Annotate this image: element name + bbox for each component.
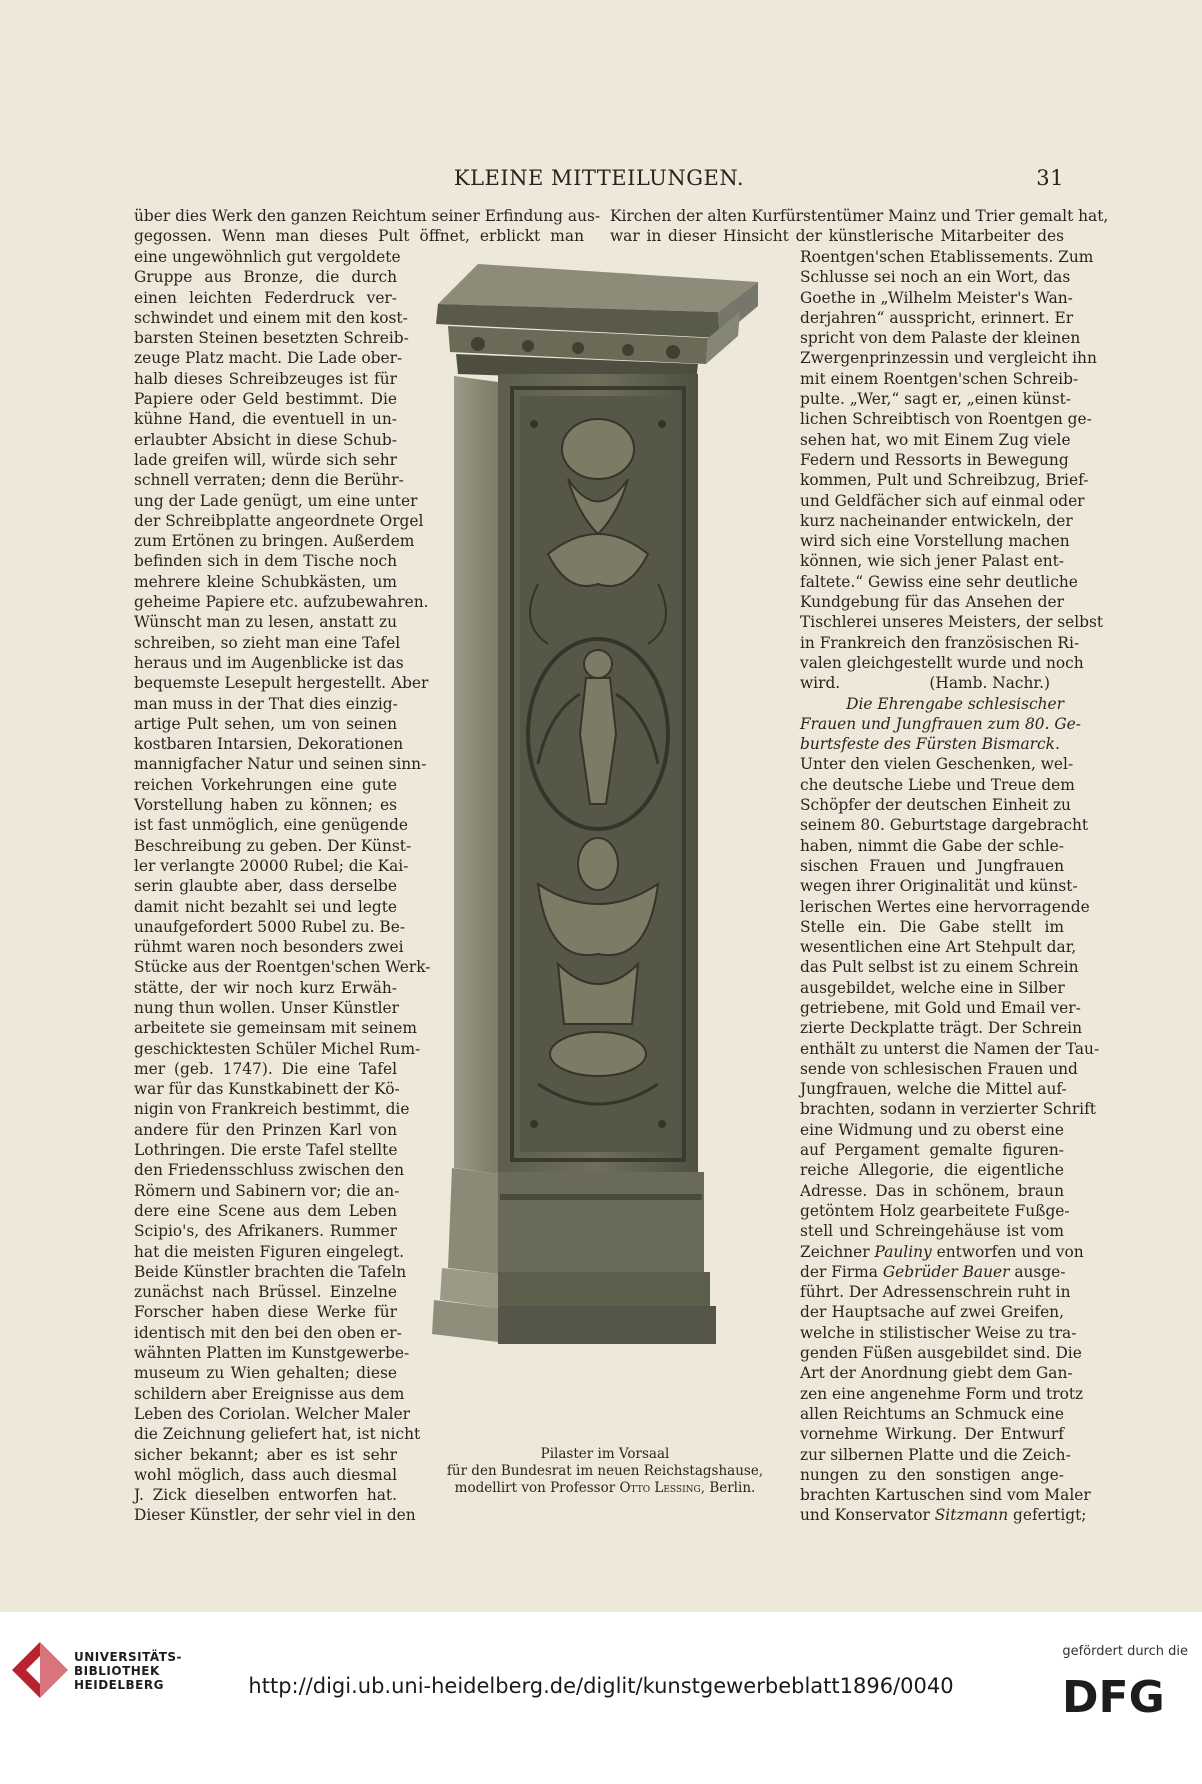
text-line: zierte Deckplatte trägt. Der Schrein [800,1019,1083,1038]
text-line: Beide Künstler brachten die Tafeln [134,1262,407,1281]
text-line: vornehme Wirkung. Der Entwurf [800,1425,1064,1444]
text-line: war für das Kunstkabinett der Kö- [134,1080,400,1099]
text-line: rühmt waren noch besonders zwei [134,938,404,957]
text-line: pulte. „Wer,“ sagt er, „einen künst- [800,390,1072,409]
caption-title: Pilaster im Vorsaal [540,1446,670,1462]
caption-credit: modellirt von Professor Otto Lessing, Berlin. [454,1480,756,1496]
person-name: Pauliny [874,1242,932,1261]
text-line: erlaubter Absicht in diese Schub- [134,430,397,449]
citation: (Hamb. Nachr.) [929,674,1050,693]
text-line: nung thun wollen. Unser Künstler [134,998,399,1017]
text-line: Unter den vielen Geschenken, wel- [800,755,1074,774]
text-line: wohl möglich, dass auch diesmal [134,1465,397,1484]
text-line: befinden sich in dem Tische noch [134,552,397,571]
text-line: mehrere kleine Schubkästen, um [134,572,397,591]
text-line: ist fast unmöglich, eine genügende [134,816,409,835]
text-line: geschicktesten Schüler Michel Rum- [134,1039,421,1058]
text-line: hat die meisten Figuren eingelegt. [134,1242,405,1261]
text-line: das Pult selbst ist zu einem Schrein [800,958,1079,977]
text-line: zeuge Platz macht. Die Lade ober- [134,349,403,368]
text-line: eine ungewöhnlich gut vergoldete [134,248,401,266]
text-line: wegen ihrer Originalität und künst- [800,877,1078,896]
text-line: welche in stilistischer Weise zu tra- [800,1323,1077,1342]
text-line: schwindet und einem mit den kost- [134,308,408,327]
left-column [134,247,431,1526]
text-line: Leben des Coriolan. Welcher Maler [134,1404,411,1423]
text-line: getöntem Holz gearbeitete Fußge- [800,1201,1070,1220]
text-line: artige Pult sehen, um von seinen [134,714,397,733]
figure-caption [418,1446,792,1497]
text-line: der Schreibplatte angeordnete Orgel [134,511,424,530]
text-line: derjahren“ ausspricht, erinnert. Er [800,308,1074,327]
text-line: mit einem Roentgen'schen Schreib- [800,369,1079,388]
right-column-top [610,206,1109,247]
text-line: der Hauptsache auf zwei Greifen, [800,1303,1064,1322]
text-line: kommen, Pult und Schreibzug, Brief- [800,471,1089,490]
text-line: haben, nimmt die Gabe der schle- [800,836,1064,855]
funder-name: DFG [1062,1672,1165,1716]
library-line: UNIVERSITÄTS- [74,1650,183,1664]
text-line: der Firma Gebrüder Bauer ausge- [800,1262,1066,1281]
person-name: Sitzmann [934,1506,1009,1525]
text-line: andere für den Prinzen Karl von [134,1120,397,1139]
text-line: die Zeichnung geliefert hat, ist nicht [134,1425,421,1444]
text-line: Scipio's, des Afrikaners. Rummer [134,1222,397,1241]
text-line: Federn und Ressorts in Bewegung [800,450,1069,469]
text-line: enthält zu unterst die Namen der Tau- [800,1039,1100,1058]
text-line: Goethe in „Wilhelm Meister's Wan- [800,288,1073,307]
footer [0,1612,1202,1784]
person-name: Gebrüder Bauer [882,1262,1010,1281]
text-line: den Friedensschluss zwischen den [134,1161,404,1180]
text-line: getriebene, mit Gold und Email ver- [800,998,1081,1017]
text-line: Stücke aus der Roentgen'schen Werk- [134,958,431,977]
text-line: halb dieses Schreibzeuges ist für [134,369,397,388]
text-line: genden Füßen ausgebildet sind. Die [800,1344,1082,1363]
text-line: barsten Steinen besetzten Schreib- [134,329,409,348]
text-line: schnell verraten; denn die Berühr- [134,471,404,490]
text-line: ung der Lade genügt, um eine unter [134,491,418,510]
text-line: reiche Allegorie, die eigentliche [800,1161,1064,1180]
source-url-link[interactable]: http://digi.ub.uni-heidelberg.de/diglit/kunstgewerbeblatt1896/0040 [248,1674,954,1698]
text-line: Art der Anordnung giebt dem Gan- [800,1364,1073,1383]
text-line: kostbaren Intarsien, Dekorationen [134,735,404,754]
text-line: allen Reichtums an Schmuck eine [800,1404,1065,1423]
text-line: Kundgebung für das Ansehen der [800,593,1064,612]
text-line: Lothringen. Die erste Tafel stellte [134,1141,398,1160]
text-line: seinem 80. Geburtstage dargebracht [800,816,1089,835]
pilaster-illustration [418,264,792,1444]
text-line: sicher bekannt; aber es ist sehr [134,1445,397,1464]
text-line: mer (geb. 1747). Die eine Tafel [134,1059,397,1078]
text-line: Stelle ein. Die Gabe stellt im [800,917,1064,936]
text-line: Zwergenprinzessin und vergleicht ihn [800,349,1097,368]
text-line: lichen Schreibtisch von Roentgen ge- [800,410,1092,429]
text-line: Vorstellung haben zu können; es [134,796,397,815]
text-line: wird sich eine Vorstellung machen [800,532,1070,551]
text-line: wesentlichen eine Art Stehpult dar, [800,938,1077,957]
capital-top [438,264,758,312]
text-line: arbeitete sie gemeinsam mit seinem [134,1019,417,1038]
library-line: BIBLIOTHEK [74,1664,160,1678]
text-line: reichen Vorkehrungen eine gute [134,775,397,794]
text-fragment: wird. [800,674,841,693]
text-line: nungen zu den sonstigen ange- [800,1465,1064,1484]
text-line [800,673,1064,693]
text-line: nigin von Frankreich bestimmt, die [134,1100,410,1119]
text-line: Schöpfer der deutschen Einheit zu [800,796,1071,815]
text-line: wähnten Platten im Kunstgewerbe- [134,1344,410,1363]
text-line: in Frankreich den französischen Ri- [800,633,1080,652]
text-line: Roentgen'schen Etablissements. Zum [800,248,1094,266]
text-line: brachten Kartuschen sind vom Maler [800,1486,1091,1505]
text-line: zen eine angenehme Form und trotz [800,1384,1084,1403]
text-line: valen gleichgestellt wurde und noch [800,653,1084,672]
text-line: brachten, sodann in verzierter Schrift [800,1100,1096,1119]
text-line: zur silbernen Platte und die Zeich- [800,1445,1071,1464]
text-line: auf Pergament gemalte figuren- [800,1141,1064,1160]
section-heading-line: burtsfeste des Fürsten Bismarck. [800,735,1060,754]
text-line: Schlusse sei noch an ein Wort, das [800,268,1071,287]
text-line: identisch mit den bei den oben er- [134,1323,402,1342]
text-line: sende von schlesischen Frauen und [800,1059,1078,1078]
left-column-top [134,206,601,247]
text-line: Tischlerei unseres Meisters, der selbst [800,613,1104,632]
text-line: und Konservator Sitzmann gefertigt; [800,1506,1087,1525]
text-line: eine Widmung und zu oberst eine [800,1120,1064,1139]
library-line: HEIDELBERG [74,1678,164,1692]
text-line: gegossen. Wenn man dieses Pult öffnet, erblickt man [134,227,584,246]
text-line: lerischen Wertes eine hervorragende [800,897,1090,916]
right-column [800,247,1104,1526]
text-line: zum Ertönen zu bringen. Außerdem [134,532,415,551]
text-line: Zeichner Pauliny entworfen und von [800,1242,1084,1261]
text-line: Forscher haben diese Werke für [134,1303,397,1322]
text-line: damit nicht bezahlt sei und legte [134,897,397,916]
text-line: J. Zick dieselben entworfen hat. [134,1486,397,1505]
funding-label: gefördert durch die [1062,1644,1188,1659]
text-line: kurz nacheinander entwickeln, der [800,511,1073,530]
dfg-logo-icon [1062,1672,1188,1716]
text-line: ler verlangte 20000 Rubel; die Kai- [134,856,409,875]
text-line: faltete.“ Gewiss eine sehr deutliche [800,572,1078,591]
text-line: führt. Der Adressenschrein ruht in [800,1283,1071,1302]
section-heading-line: Frauen und Jungfrauen zum 80. Ge- [800,714,1081,733]
caption-location: für den Bundesrat im neuen Reichstagshause, [446,1463,764,1479]
text-line: museum zu Wien gehalten; diese [134,1364,397,1383]
text-line: Beschreibung zu geben. Der Künst- [134,836,412,855]
running-header [134,166,1064,194]
text-line: heraus und im Augenblicke ist das [134,653,404,672]
text-line: schildern aber Ereignisse aus dem [134,1384,405,1403]
text-line: Dieser Künstler, der sehr viel in den [134,1506,416,1525]
text-line: serin glaubte aber, dass derselbe [134,877,397,896]
text-line: war in dieser Hinsicht der künstlerische Mitarbeiter des [610,227,1064,246]
base-side [448,1168,498,1274]
text-line: schreiben, so zieht man eine Tafel [134,633,401,652]
text-line: spricht von dem Palaste der kleinen [800,329,1081,348]
section-heading-line: Die Ehrengabe schlesischer [846,694,1064,713]
text-line: einen leichten Federdruck ver- [134,288,397,307]
artist-name: Otto Lessing [619,1480,701,1496]
text-line: Adresse. Das in schönem, braun [800,1181,1064,1200]
text-line: können, wie sich jener Palast ent- [800,552,1064,571]
text-line: man muss in der That dies einzig- [134,694,398,713]
text-line: stell und Schreingehäuse ist vom [800,1222,1064,1241]
shaft-side [454,376,498,1174]
text-line: unaufgefordert 5000 Rubel zu. Be- [134,917,406,936]
text-line: über dies Werk den ganzen Reichtum seiner Erfindung aus- [134,207,601,225]
text-line: bequemste Lesepult hergestellt. Aber [134,674,429,693]
text-line: sehen hat, wo mit Einem Zug viele [800,430,1071,449]
text-line: kühne Hand, die eventuell in un- [134,410,397,429]
base-front [498,1172,704,1274]
text-line: zunächst nach Brüssel. Einzelne [134,1283,397,1302]
text-line: mannigfacher Natur und seinen sinn- [134,755,427,774]
text-line: ausgebildet, welche eine in Silber [800,978,1065,997]
text-line: Papiere oder Geld bestimmt. Die [134,390,397,409]
text-line: stätte, der wir noch kurz Erwäh- [134,978,397,997]
text-line: lade greifen will, würde sich sehr [134,450,397,469]
text-line: dere eine Scene aus dem Leben [134,1201,397,1220]
text-line: und Geldfächer sich auf einmal oder [800,491,1085,510]
text-line: Gruppe aus Bronze, die durch [134,268,397,287]
text-line: Wünscht man zu lesen, anstatt zu [134,613,397,632]
header-title: KLEINE MITTEILUNGEN. [453,166,745,190]
page-number: 31 [1036,166,1064,190]
text-line: sischen Frauen und Jungfrauen [800,856,1064,875]
text-line: che deutsche Liebe und Treue dem [800,775,1075,794]
text-line: Kirchen der alten Kurfürstentümer Mainz und Trier gemalt hat, [610,207,1109,225]
text-line: Jungfrauen, welche die Mittel auf- [800,1080,1067,1099]
text-line: Römern und Sabinern vor; die an- [134,1181,400,1200]
text-line: geheime Papiere etc. aufzubewahren. [134,593,429,612]
